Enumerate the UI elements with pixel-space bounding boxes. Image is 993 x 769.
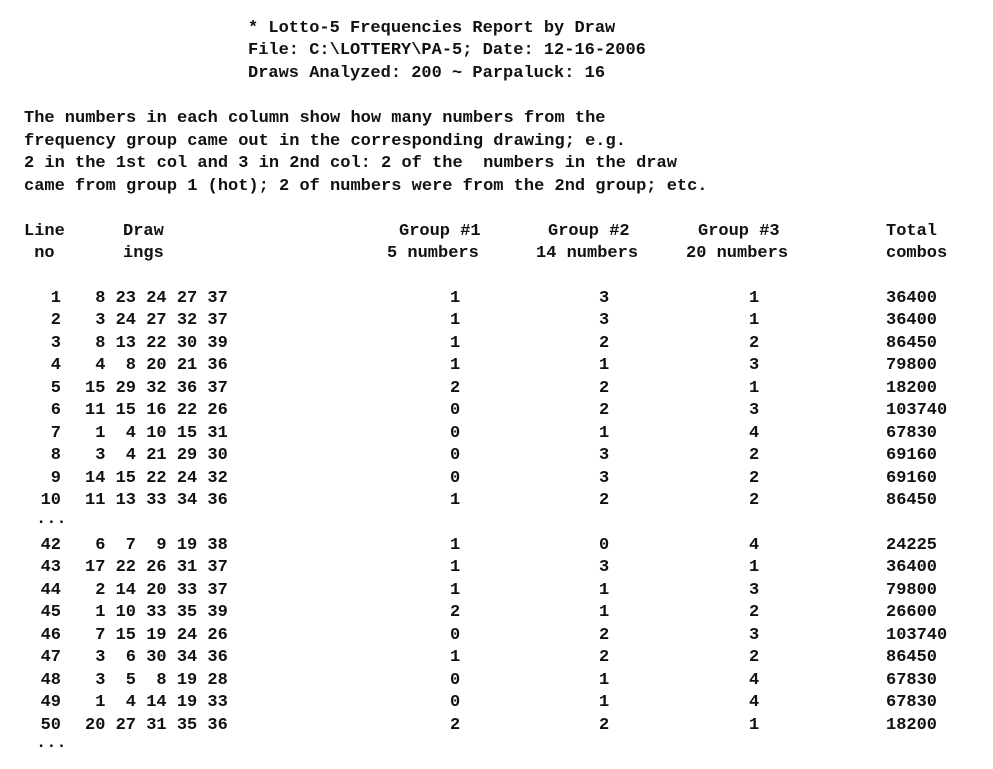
- group1-count: 2: [450, 379, 461, 398]
- drawing-numbers: 8 13 22 30 39: [85, 334, 228, 353]
- group2-count: 1: [599, 671, 610, 690]
- report-file-date: File: C:\LOTTERY\PA-5; Date: 12-16-2006: [248, 41, 646, 60]
- total-combos: 24225: [886, 536, 938, 555]
- header-group2: Group #2: [548, 222, 630, 241]
- group1-count: 1: [450, 581, 461, 600]
- total-combos: 36400: [886, 289, 938, 308]
- total-combos: 69160: [886, 469, 938, 488]
- line-number: 5: [50, 379, 61, 398]
- drawing-numbers: 15 29 32 36 37: [85, 379, 228, 398]
- group2-count: 3: [599, 558, 610, 577]
- line-number: 42: [40, 536, 61, 555]
- drawing-numbers: 14 15 22 24 32: [85, 469, 228, 488]
- group2-count: 2: [599, 379, 610, 398]
- group3-count: 2: [749, 648, 760, 667]
- ellipsis-row: [0, 510, 993, 536]
- drawing-numbers: 3 4 21 29 30: [85, 446, 228, 465]
- description-line: frequency group came out in the corresponding drawing; e.g.: [24, 132, 626, 151]
- group3-count: 2: [749, 334, 760, 353]
- drawing-numbers: 11 15 16 22 26: [85, 401, 228, 420]
- group3-count: 4: [749, 693, 760, 712]
- group3-count: 2: [749, 603, 760, 622]
- drawing-numbers: 4 8 20 21 36: [85, 356, 228, 375]
- total-combos: 26600: [886, 603, 938, 622]
- header-total: Total: [886, 222, 938, 241]
- group1-count: 0: [450, 693, 461, 712]
- group3-count: 3: [749, 401, 760, 420]
- header-drawings: Draw: [123, 222, 164, 241]
- group2-count: 3: [599, 446, 610, 465]
- group2-count: 0: [599, 536, 610, 555]
- description-line: came from group 1 (hot); 2 of numbers were from the 2nd group; etc.: [24, 177, 708, 196]
- group3-count: 2: [749, 491, 760, 510]
- drawing-numbers: 8 23 24 27 37: [85, 289, 228, 308]
- table-row: [0, 356, 993, 378]
- group3-count: 3: [749, 581, 760, 600]
- total-combos: 18200: [886, 716, 938, 735]
- table-row: [0, 603, 993, 625]
- table-row: [0, 581, 993, 603]
- line-number: 2: [50, 311, 61, 330]
- ellipsis: ...: [36, 510, 67, 529]
- report-title: * Lotto-5 Frequencies Report by Draw: [248, 19, 616, 38]
- header-group1-sub: 5 numbers: [387, 244, 479, 263]
- group1-count: 0: [450, 446, 461, 465]
- drawing-numbers: 1 4 10 15 31: [85, 424, 228, 443]
- drawing-numbers: 6 7 9 19 38: [85, 536, 228, 555]
- line-number: 1: [50, 289, 61, 308]
- table-row: [0, 693, 993, 715]
- drawing-numbers: 1 10 33 35 39: [85, 603, 228, 622]
- group1-count: 2: [450, 603, 461, 622]
- report-draws-analyzed: Draws Analyzed: 200 ~ Parpaluck: 16: [248, 64, 606, 83]
- group1-count: 1: [450, 558, 461, 577]
- group3-count: 1: [749, 716, 760, 735]
- header-drawings-sub: ings: [123, 244, 164, 263]
- group3-count: 1: [749, 379, 760, 398]
- table-row: [0, 671, 993, 693]
- table-row: [0, 334, 993, 356]
- group2-count: 1: [599, 424, 610, 443]
- group1-count: 1: [450, 536, 461, 555]
- group1-count: 1: [450, 648, 461, 667]
- total-combos: 103740: [886, 401, 948, 420]
- total-combos: 79800: [886, 356, 938, 375]
- group3-count: 4: [749, 536, 760, 555]
- group2-count: 2: [599, 491, 610, 510]
- total-combos: 18200: [886, 379, 938, 398]
- line-number: 4: [50, 356, 61, 375]
- line-number: 46: [40, 626, 61, 645]
- total-combos: 86450: [886, 334, 938, 353]
- group1-count: 0: [450, 424, 461, 443]
- group2-count: 2: [599, 648, 610, 667]
- line-number: 7: [50, 424, 61, 443]
- group2-count: 3: [599, 311, 610, 330]
- line-number: 48: [40, 671, 61, 690]
- header-group3: Group #3: [698, 222, 780, 241]
- group2-count: 2: [599, 334, 610, 353]
- group2-count: 3: [599, 469, 610, 488]
- group3-count: 4: [749, 671, 760, 690]
- total-combos: 86450: [886, 648, 938, 667]
- ellipsis-row: [0, 734, 993, 760]
- line-number: 43: [40, 558, 61, 577]
- group2-count: 1: [599, 693, 610, 712]
- line-number: 10: [40, 491, 61, 510]
- drawing-numbers: 20 27 31 35 36: [85, 716, 228, 735]
- group3-count: 4: [749, 424, 760, 443]
- group1-count: 0: [450, 469, 461, 488]
- description-line: 2 in the 1st col and 3 in 2nd col: 2 of the numbers in the draw: [24, 154, 677, 173]
- drawing-numbers: 11 13 33 34 36: [85, 491, 228, 510]
- table-row: [0, 424, 993, 446]
- group1-count: 1: [450, 491, 461, 510]
- drawing-numbers: 17 22 26 31 37: [85, 558, 228, 577]
- table-row: [0, 446, 993, 468]
- table-row: [0, 536, 993, 558]
- table-row: [0, 491, 993, 513]
- total-combos: 67830: [886, 693, 938, 712]
- header-total-sub: combos: [886, 244, 948, 263]
- group3-count: 1: [749, 558, 760, 577]
- group2-count: 1: [599, 581, 610, 600]
- total-combos: 36400: [886, 558, 938, 577]
- line-number: 47: [40, 648, 61, 667]
- line-number: 49: [40, 693, 61, 712]
- drawing-numbers: 7 15 19 24 26: [85, 626, 228, 645]
- table-row: [0, 311, 993, 333]
- line-number: 44: [40, 581, 61, 600]
- header-line-no: Line: [24, 222, 65, 241]
- group2-count: 2: [599, 401, 610, 420]
- group3-count: 3: [749, 356, 760, 375]
- total-combos: 67830: [886, 671, 938, 690]
- table-row: [0, 379, 993, 401]
- table-row: [0, 626, 993, 648]
- group1-count: 2: [450, 716, 461, 735]
- table-row: [0, 716, 993, 738]
- table-row: [0, 558, 993, 580]
- group3-count: 2: [749, 469, 760, 488]
- header-line-no-sub: no: [24, 244, 55, 263]
- table-row: [0, 401, 993, 423]
- header-group1: Group #1: [399, 222, 481, 241]
- group1-count: 1: [450, 289, 461, 308]
- line-number: 3: [50, 334, 61, 353]
- total-combos: 69160: [886, 446, 938, 465]
- header-group2-sub: 14 numbers: [536, 244, 639, 263]
- total-combos: 103740: [886, 626, 948, 645]
- group3-count: 3: [749, 626, 760, 645]
- table-row: [0, 289, 993, 311]
- group1-count: 0: [450, 401, 461, 420]
- drawing-numbers: 3 24 27 32 37: [85, 311, 228, 330]
- drawing-numbers: 2 14 20 33 37: [85, 581, 228, 600]
- description-line: The numbers in each column show how many numbers from the: [24, 109, 606, 128]
- group1-count: 1: [450, 311, 461, 330]
- ellipsis: ...: [36, 734, 67, 753]
- group2-count: 1: [599, 603, 610, 622]
- group1-count: 1: [450, 356, 461, 375]
- header-group3-sub: 20 numbers: [686, 244, 789, 263]
- drawing-numbers: 3 5 8 19 28: [85, 671, 228, 690]
- drawing-numbers: 3 6 30 34 36: [85, 648, 228, 667]
- group2-count: 2: [599, 716, 610, 735]
- table-row: [0, 469, 993, 491]
- total-combos: 79800: [886, 581, 938, 600]
- total-combos: 36400: [886, 311, 938, 330]
- group1-count: 1: [450, 334, 461, 353]
- group2-count: 3: [599, 289, 610, 308]
- group3-count: 1: [749, 289, 760, 308]
- group3-count: 2: [749, 446, 760, 465]
- group1-count: 0: [450, 671, 461, 690]
- total-combos: 67830: [886, 424, 938, 443]
- group1-count: 0: [450, 626, 461, 645]
- group3-count: 1: [749, 311, 760, 330]
- line-number: 8: [50, 446, 61, 465]
- drawing-numbers: 1 4 14 19 33: [85, 693, 228, 712]
- line-number: 45: [40, 603, 61, 622]
- line-number: 6: [50, 401, 61, 420]
- line-number: 9: [50, 469, 61, 488]
- total-combos: 86450: [886, 491, 938, 510]
- table-row: [0, 648, 993, 670]
- line-number: 50: [40, 716, 61, 735]
- group2-count: 1: [599, 356, 610, 375]
- group2-count: 2: [599, 626, 610, 645]
